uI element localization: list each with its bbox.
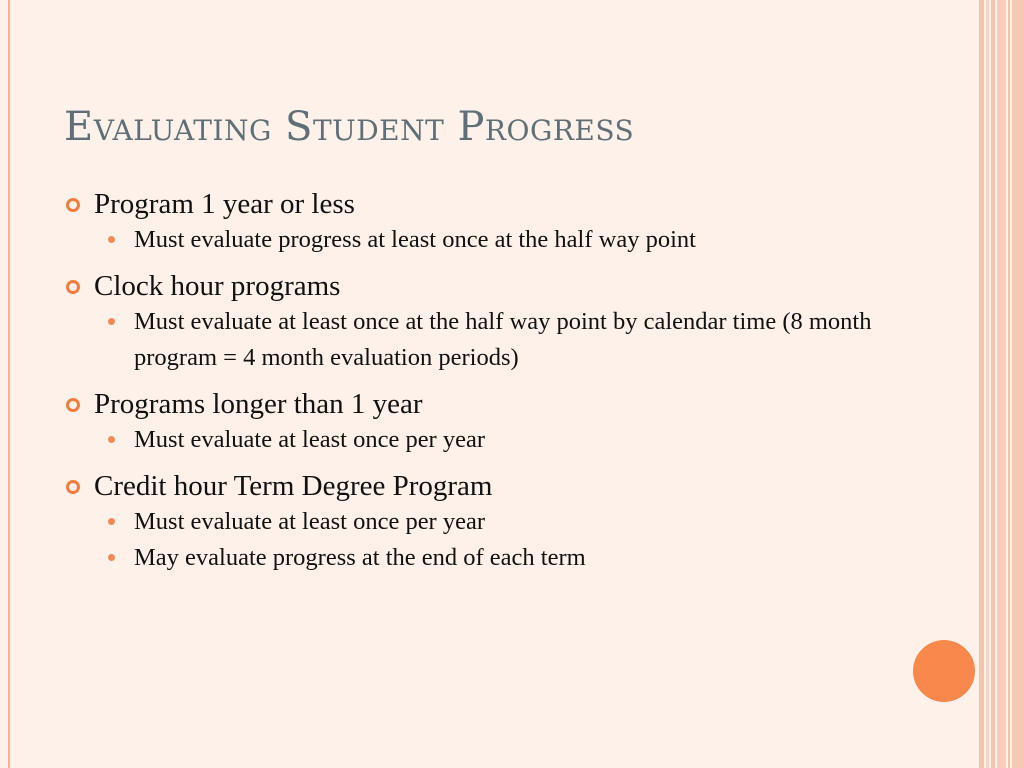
left-border-line — [8, 0, 10, 768]
sub-bullet-text: Must evaluate at least once per year — [134, 508, 486, 535]
right-stripe — [979, 0, 984, 768]
ring-bullet-icon — [66, 280, 80, 294]
bullet-text: Credit hour Term Degree Program — [94, 470, 493, 502]
bullet-item — [64, 386, 904, 422]
right-stripe — [986, 0, 989, 768]
sub-bullet-item — [64, 304, 904, 376]
sub-bullet-item — [64, 222, 904, 258]
right-stripe — [1008, 0, 1010, 768]
bullet-text: Program 1 year or less — [94, 188, 355, 220]
sub-bullet-text: Must evaluate progress at least once at the half way point — [134, 226, 696, 253]
ring-bullet-icon — [66, 398, 80, 412]
sub-bullet-item — [64, 540, 904, 576]
sub-bullet-text: Must evaluate at least once per year — [134, 426, 486, 453]
right-stripe — [997, 0, 1006, 768]
bullet-item — [64, 468, 904, 504]
bullet-list — [64, 186, 904, 576]
dot-bullet-icon — [108, 436, 115, 443]
slide-title: Evaluating Student Progress — [64, 104, 635, 150]
dot-bullet-icon — [108, 518, 115, 525]
bullet-text: Programs longer than 1 year — [94, 388, 423, 420]
sub-bullet-item — [64, 422, 904, 458]
sub-bullet-text: May evaluate progress at the end of each term — [134, 544, 586, 571]
ring-bullet-icon — [66, 198, 80, 212]
decorative-circle — [913, 640, 975, 702]
bullet-text: Clock hour programs — [94, 270, 341, 302]
dot-bullet-icon — [108, 236, 115, 243]
right-stripe — [991, 0, 995, 768]
bullet-item — [64, 186, 904, 222]
bullet-item — [64, 268, 904, 304]
dot-bullet-icon — [108, 554, 115, 561]
sub-bullet-text: Must evaluate at least once at the half way point by calendar time (8 month program = 4 month evaluation periods) — [134, 308, 872, 371]
dot-bullet-icon — [108, 318, 115, 325]
right-stripe — [1012, 0, 1024, 768]
ring-bullet-icon — [66, 480, 80, 494]
sub-bullet-item — [64, 504, 904, 540]
